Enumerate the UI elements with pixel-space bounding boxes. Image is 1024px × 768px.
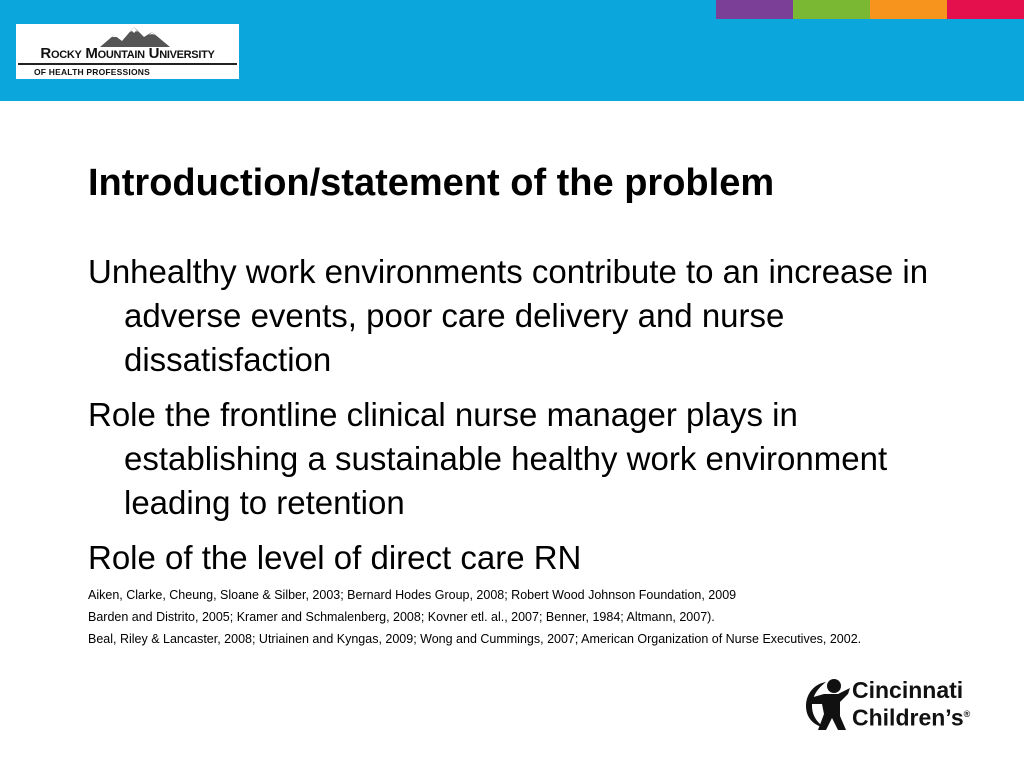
red-strip <box>947 0 1024 19</box>
logo-line-childrens <box>852 702 970 730</box>
logo-line-cincinnati: Cincinnati <box>852 677 964 703</box>
rmu-logo <box>16 24 239 79</box>
cincinnati-childrens-wordmark <box>852 678 970 730</box>
bullet-item: Role the frontline clinical nurse manager plays in establishing a sustainable healthy work environment leading to retention <box>88 396 888 521</box>
cincinnati-childrens-logo <box>804 676 989 732</box>
logo-divider <box>18 63 237 65</box>
green-strip <box>793 0 870 19</box>
mountain-icon <box>100 25 170 47</box>
slide-body <box>88 250 948 652</box>
rmu-logo-subtitle: OF HEALTH PROFESSIONS <box>34 67 150 77</box>
header-bar <box>0 0 1024 101</box>
brand-color-strips <box>716 0 1024 19</box>
child-figure-icon <box>804 676 852 732</box>
reference-item: Aiken, Clarke, Cheung, Sloane & Silber, 2003; Bernard Hodes Group, 2008; Robert Wood Johnson Foundation, 2009 <box>88 588 737 602</box>
purple-strip <box>716 0 793 19</box>
bullet-item: Role of the level of direct care RN <box>88 539 582 576</box>
rmu-logo-name: Rocky Mountain University <box>40 45 215 62</box>
orange-strip <box>870 0 947 19</box>
logo-line-childrens-text: Children’s <box>852 704 964 731</box>
registered-mark: ® <box>963 709 971 719</box>
bullet-item: Unhealthy work environments contribute to an increase in adverse events, poor care delivery and nurse dissatisfaction <box>88 253 929 378</box>
reference-item: Barden and Distrito, 2005; Kramer and Schmalenberg, 2008; Kovner etl. al., 2007; Benner, 1984; Altmann, 2007). <box>88 610 715 624</box>
reference-item: Beal, Riley & Lancaster, 2008; Utriainen and Kyngas, 2009; Wong and Cummings, 2007; American Organization of Nurse Executives, 2002. <box>88 632 862 646</box>
slide-title: Introduction/statement of the problem <box>88 162 775 204</box>
